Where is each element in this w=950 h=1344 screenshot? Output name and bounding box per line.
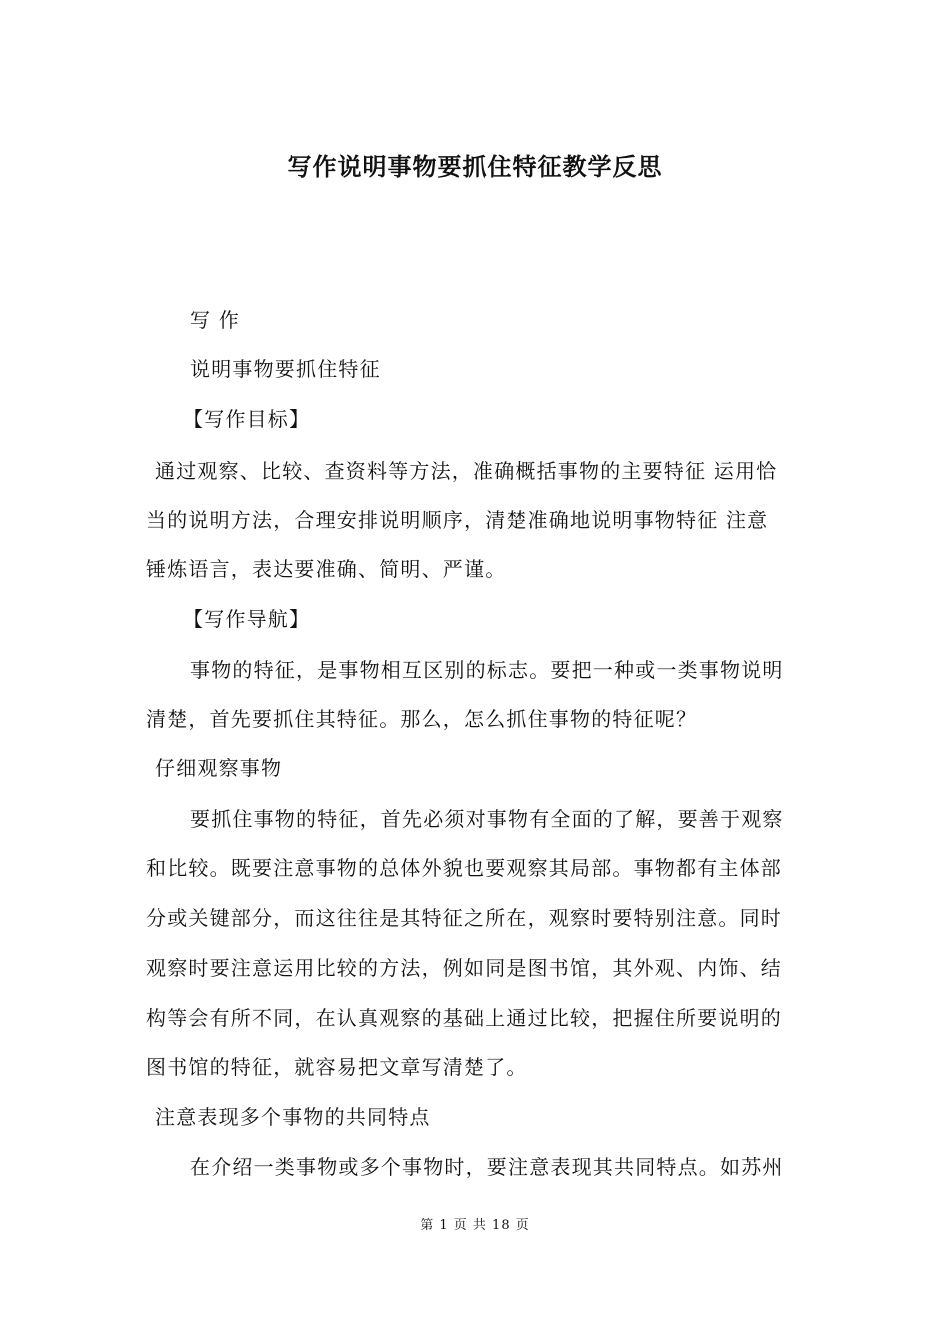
- paragraph-line: 分或关键部分，而这往往是其特征之所在，观察时要特别注意。同时: [146, 906, 782, 930]
- paragraph-line: 清楚，首先要抓住其特征。那么，怎么抓住事物的特征呢？: [146, 707, 698, 731]
- topic-line: 说明事物要抓住特征: [190, 357, 381, 381]
- paragraph-line: 通过观察、比较、查资料等方法，准确概括事物的主要特征 运用恰: [155, 459, 778, 483]
- document-title: 写作说明事物要抓住特征教学反思: [287, 152, 663, 181]
- page-footer: 第 1 页 共 18 页: [420, 1218, 530, 1233]
- paragraph-line: 要抓住事物的特征，首先必须对事物有全面的了解，要善于观察: [190, 807, 784, 831]
- goal-heading: 【写作目标】: [183, 407, 311, 431]
- paragraph-line: 观察时要注意运用比较的方法，例如同是图书馆，其外观、内饰、结: [146, 956, 782, 980]
- paragraph-line: 图书馆的特征，就容易把文章写清楚了。: [146, 1055, 528, 1079]
- section-heading: 写 作: [190, 308, 240, 332]
- paragraph-line: 事物的特征，是事物相互区别的标志。要把一种或一类事物说明: [190, 658, 784, 682]
- subheading: 注意表现多个事物的共同特点: [155, 1105, 431, 1129]
- paragraph-line: 在介绍一类事物或多个事物时，要注意表现其共同特点。如苏州: [190, 1155, 784, 1179]
- paragraph-line: 和比较。既要注意事物的总体外貌也要观察其局部。事物都有主体部: [146, 856, 782, 880]
- subheading: 仔细观察事物: [155, 756, 283, 780]
- paragraph-line: 构等会有所不同，在认真观察的基础上通过比较，把握住所要说明的: [146, 1006, 782, 1030]
- navigation-heading: 【写作导航】: [183, 607, 311, 631]
- paragraph-line: 锤炼语言，表达要准确、简明、严谨。: [146, 557, 507, 581]
- paragraph-line: 当的说明方法，合理安排说明顺序，清楚准确地说明事物特征 注意: [146, 508, 769, 532]
